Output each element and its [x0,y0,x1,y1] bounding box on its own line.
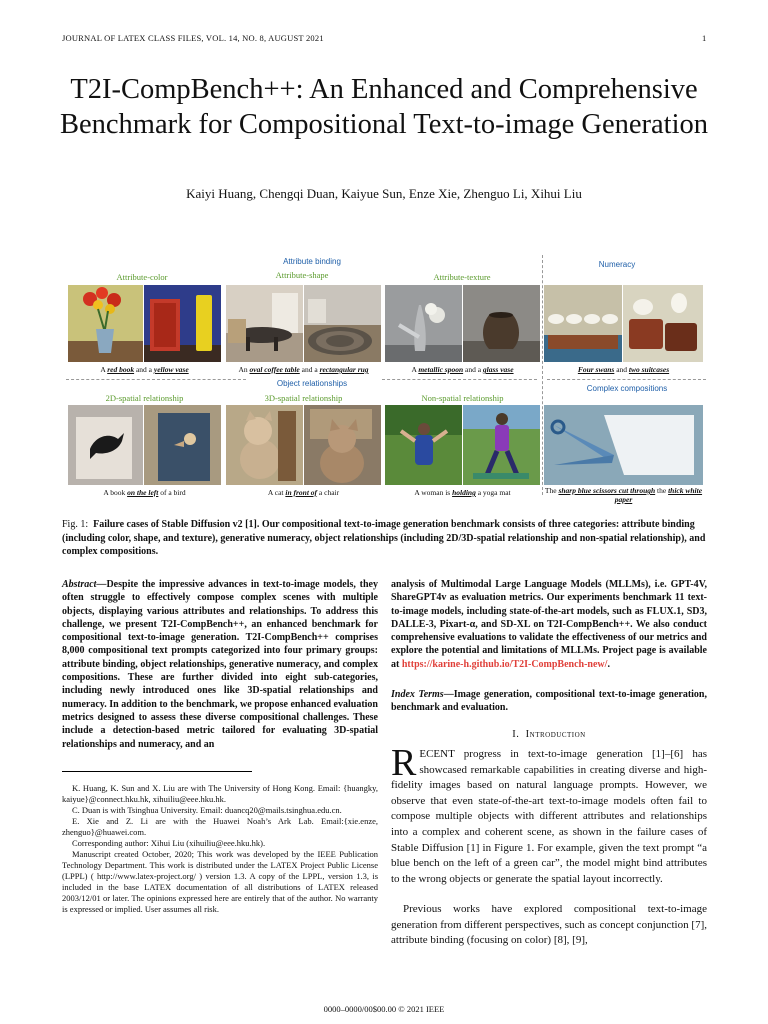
image-four-swans [544,285,622,362]
caption-emph: on the left [127,488,159,497]
group-label-object-relationships: Object relationships [276,379,348,388]
intro-text: progress in text-to-image generation [1]–[6] has showcased remarkable capabilities in creating diverse and high-fidelity images based on natural language prompts. However, we observe that even state-of-the-art text-to-image models often fail to compose multiple objects with different attributes and relationships into a complex and coherent scene, as shown in the failure cases of Stable Diffusion [1] in Figure 1. For example, given the text prompt “a blue bench on the left of a green car”, the model might bind attributes to the wrong objects or generate the spatial layout incorrectly. [391,748,708,885]
sub-label-texture: Attribute-texture [433,272,491,282]
caption-text: An [238,365,250,374]
caption-attribute-color [68,365,221,374]
copyright-footer: 0000–0000/00$00.00 © 2021 IEEE [323,1004,445,1014]
caption-emph: two suitcases [628,365,670,374]
section-heading [391,729,707,740]
figure-caption-text: Failure cases of Stable Diffusion v2 [1]. Our compositional text-to-image generation benchmark consists of three categories: attribute binding (including color, shape, and texture), generative numeracy, object relationships (including 2D/3D-spatial relationship and non-spatial relationship), and complex compositions. [62,519,706,557]
image-yellow-vase [144,285,221,362]
footnote-item: E. Xie and Z. Li are with the Huawei Noah’s Ark Lab. Email:{xie.enze, zhenguo}@huawei.com. [62,816,378,837]
sub-label-non-spatial: Non-spatial relationship [421,393,504,403]
caption-emph: rectangular rug [319,365,369,374]
divider-vertical [542,255,543,495]
abstract-cont-text: analysis of Multimodal Large Language Models (MLLMs), i.e. GPT-4V, ShareGPT4v as evaluation metrics. Our experiments benchmark 11 text-to-image models, including state-of-the-art models, such as FLUX.1, SD3, DALLE-3, Pixart-α, and SD-XL on T2I-CompBench++. We also conduct comprehensive evaluations to validate the effectiveness of our metrics and explore the potential and limitations of MLLMs. Project page is available at [391,579,707,670]
project-page-link[interactable]: https://karine-h.github.io/T2I-CompBench-new/ [401,658,608,670]
caption-text: and a [134,365,154,374]
image-scissors-paper [544,405,703,485]
figure-1 [62,255,706,505]
caption-text: a yoga mat [475,488,511,497]
image-metallic-spoon [385,285,462,362]
intro-paragraph-1 [391,742,708,887]
caption-text: of a bird [158,488,186,497]
image-woman-yoga-1 [385,405,462,485]
image-two-suitcases [623,285,703,362]
image-glass-vase [463,285,540,362]
footnote-item: C. Duan is with Tsinghua University. Email: duancq20@mails.tsinghua.edu.cn. [72,805,342,815]
caption-non-spatial [385,488,540,497]
sub-label-2d-spatial: 2D-spatial relationship [105,393,184,403]
abstract-continued [391,578,707,671]
caption-emph: holding [452,488,476,497]
page-number: 1 [702,33,707,43]
caption-text: and a [299,365,320,374]
image-rectangular-rug [304,285,381,362]
sub-label-3d-spatial: 3D-spatial relationship [264,393,343,403]
abstract-end: . [607,658,610,670]
group-label-numeracy: Numeracy [598,260,636,269]
caption-text: A [411,365,419,374]
image-book-bird [144,405,221,485]
sub-label-shape: Attribute-shape [275,270,329,280]
abstract [62,578,378,751]
index-terms-label: Index Terms [391,689,444,700]
group-label-attribute-binding: Attribute binding [283,257,341,266]
caption-text: A cat [267,488,286,497]
caption-emph: Four swans [577,365,615,374]
abstract-text: Despite the impressive advances in text-to-image models, they often struggle to effectively compose complex scenes with multiple objects, displaying various attributes and relationships. To address this challenge, we present T2I-CompBench++, an enhanced benchmark for compositional text-to-image generation. T2I-CompBench++ comprises 8,000 compositional text prompts categorized into four primary groups: attribute binding, object relationships, generative numeracy, and complex compositions. These are further divided into eight sub-categories, including newly introduced ones like 3D-spatial relationships and numeracy. In addition to the benchmark, we propose enhanced evaluation metrics designed to assess these diverse compositional challenges. These include a detection-based metric tailored for evaluating 3D-spatial relationships and numeracy, and an [62,579,378,750]
caption-emph: yellow vase [153,365,189,374]
index-terms-text: —Image generation, compositional text-to-image generation, benchmark and evaluation. [391,689,707,714]
drop-cap: R [391,742,417,784]
intro-lead: ECENT [419,748,455,760]
caption-text: a chair [317,488,340,497]
divider-horizontal-left [66,379,246,380]
section-title: Introduction [525,729,586,740]
sub-label-color: Attribute-color [116,272,168,282]
caption-attribute-texture [385,365,540,374]
running-header: JOURNAL OF LATEX CLASS FILES, VOL. 14, NO. 8, AUGUST 2021 [62,33,324,43]
caption-emph: glass vase [482,365,514,374]
footnote-item: Corresponding author: Xihui Liu (xihuiliu@eee.hku.hk). [72,838,266,848]
caption-text: and [614,365,629,374]
image-woman-yoga-2 [463,405,540,485]
image-oval-table [226,285,303,362]
divider-horizontal-mid [382,379,537,380]
footnote-item: Manuscript created October, 2020; This work was developed by the IEEE Publication Technology Department. This work is distributed under the LATEX Project Public License (LPPL) ( http://www.latex-project.org/ ) version 1.3. A copy of the LPPL, version 1.3, is included in the base LATEX documentation of all distributions of LATEX released 2003/12/01 or later. The opinions expressed here are entirely that of the author. No warranty is expressed or implied. User assumes all risk. [62,849,378,914]
caption-emph: in front of [285,488,318,497]
caption-3d-spatial [226,488,381,497]
caption-emph: sharp blue scissors cut through [558,486,656,495]
footnotes [62,783,378,915]
caption-emph: thick white paper [614,486,703,504]
index-terms [391,688,707,715]
section-number: I. [512,729,520,740]
figure-caption [62,518,706,559]
caption-emph: metallic spoon [418,365,464,374]
caption-numeracy [544,365,703,374]
caption-emph: oval coffee table [249,365,300,374]
image-bird-book [68,405,143,485]
author-list: Kaiyi Huang, Chengqi Duan, Kaiyue Sun, Enze Xie, Zhenguo Li, Xihui Liu [186,186,582,201]
footnote-item: K. Huang, K. Sun and X. Liu are with The University of Hong Kong. Email: {huangky, kaiyue}@connect.hku.hk, xihuiliu@eee.hku.hk. [62,783,378,804]
footnote-rule [62,771,252,772]
caption-text: A [100,365,108,374]
caption-text: and a [463,365,483,374]
caption-complex [544,486,703,504]
caption-2d-spatial [68,488,221,497]
abstract-label: Abstract— [62,579,107,590]
caption-text: The [544,486,559,495]
caption-attribute-shape [226,365,381,374]
caption-text: the [655,486,669,495]
image-cat-chair-1 [226,405,303,485]
group-label-complex: Complex compositions [586,384,668,393]
figure-label: Fig. 1: [62,519,89,530]
caption-text: A woman is [414,488,453,497]
image-red-book-vase [68,285,143,362]
divider-horizontal-right [547,379,706,380]
caption-text: A book [103,488,128,497]
caption-emph: red book [107,365,135,374]
image-cat-chair-2 [304,405,381,485]
intro-paragraph-2: Previous works have explored compositional text-to-image generation from different perspectives, such as concept conjunction [7], attribute binding (focusing on color) [8], [9], [391,903,707,947]
paper-title: T2I-CompBench++: An Enhanced and Comprehensive Benchmark for Compositional Text-to-image Generation [59,74,709,140]
